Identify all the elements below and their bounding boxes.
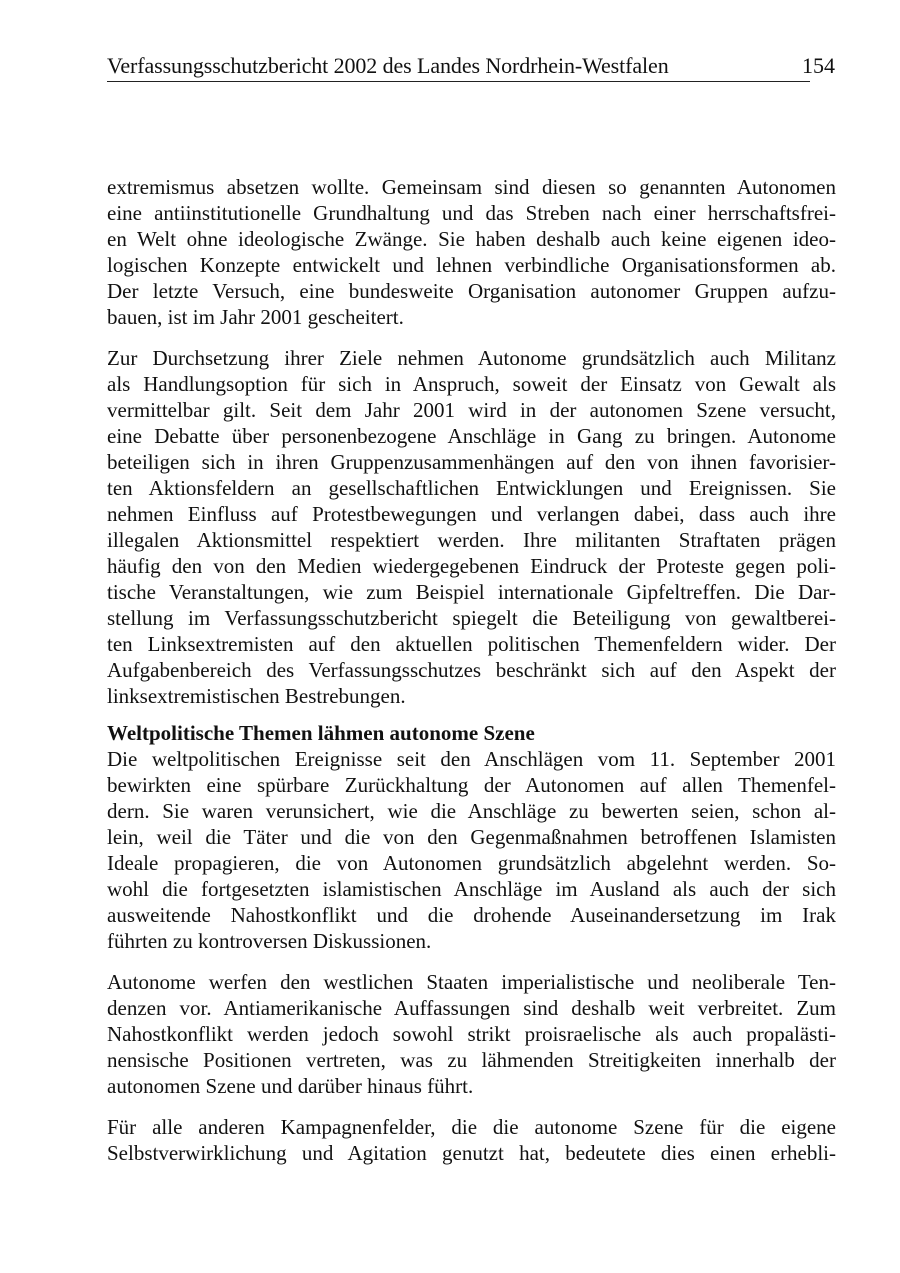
text-line: illegalen Aktionsmittel respektiert werden. Ihre militanten Straftaten prägen xyxy=(107,528,836,552)
text-line: vermittelbar gilt. Seit dem Jahr 2001 wird in der autonomen Szene versucht, xyxy=(107,398,836,422)
text-line: häufig den von den Medien wiedergegebenen Eindruck der Proteste gegen poli- xyxy=(107,554,836,578)
text-line: en Welt ohne ideologische Zwänge. Sie haben deshalb auch keine eigenen ideo- xyxy=(107,227,836,251)
text-line: als Handlungsoption für sich in Anspruch, soweit der Einsatz von Gewalt als xyxy=(107,372,836,396)
running-header xyxy=(107,50,835,82)
text-line: führten zu kontroversen Diskussionen. xyxy=(107,929,432,953)
text-line: eine Debatte über personenbezogene Anschläge in Gang zu bringen. Autonome xyxy=(107,424,836,448)
text-line: ten Linksextremisten auf den aktuellen politischen Themenfeldern wider. Der xyxy=(107,632,836,656)
text-line: tische Veranstaltungen, wie zum Beispiel internationale Gipfeltreffen. Die Dar- xyxy=(107,580,836,604)
text-line: dern. Sie waren verunsichert, wie die Anschläge zu bewerten seien, schon al- xyxy=(107,799,836,823)
paragraph-4 xyxy=(107,969,836,1099)
text-line: Die weltpolitischen Ereignisse seit den Anschlägen vom 11. September 2001 xyxy=(107,747,836,771)
text-line: ausweitende Nahostkonflikt und die drohende Auseinandersetzung im Irak xyxy=(107,903,836,927)
text-line: Nahostkonflikt werden jedoch sowohl strikt proisraelische als auch propalästi- xyxy=(107,1022,836,1046)
body-text xyxy=(107,174,836,1166)
text-line: Für alle anderen Kampagnenfelder, die die autonome Szene für die eigene xyxy=(107,1115,836,1139)
text-line: lein, weil die Täter und die von den Gegenmaßnahmen betroffenen Islamisten xyxy=(107,825,836,849)
text-line: logischen Konzepte entwickelt und lehnen verbindliche Organisationsformen ab. xyxy=(107,253,836,277)
text-line: Der letzte Versuch, eine bundesweite Organisation autonomer Gruppen aufzu- xyxy=(107,279,836,303)
text-line: eine antiinstitutionelle Grundhaltung und das Streben nach einer herrschaftsfrei- xyxy=(107,201,836,225)
header-title: Verfassungsschutzbericht 2002 des Landes Nordrhein-Westfalen xyxy=(107,53,669,78)
text-line: Selbstverwirklichung und Agitation genutzt hat, bedeutete dies einen erhebli- xyxy=(107,1141,836,1165)
section-weltpolitische-themen xyxy=(107,720,836,954)
text-line: bewirkten eine spürbare Zurückhaltung der Autonomen auf allen Themenfel- xyxy=(107,773,836,797)
text-line: wohl die fortgesetzten islamistischen Anschläge im Ausland als auch der sich xyxy=(107,877,836,901)
text-line: ten Aktionsfeldern an gesellschaftlichen Entwicklungen und Ereignissen. Sie xyxy=(107,476,836,500)
text-line: nensische Positionen vertreten, was zu lähmenden Streitigkeiten innerhalb der xyxy=(107,1048,836,1072)
paragraph-1 xyxy=(107,174,836,330)
text-line: bauen, ist im Jahr 2001 gescheitert. xyxy=(107,305,404,329)
text-line: stellung im Verfassungsschutzbericht spiegelt die Beteiligung von gewaltberei- xyxy=(107,606,836,630)
text-line: extremismus absetzen wollte. Gemeinsam sind diesen so genannten Autonomen xyxy=(107,175,836,199)
text-line: Ideale propagieren, die von Autonomen grundsätzlich abgelehnt werden. So- xyxy=(107,851,836,875)
page-number: 154 xyxy=(802,53,835,78)
text-line: Aufgabenbereich des Verfassungsschutzes beschränkt sich auf den Aspekt der xyxy=(107,658,836,682)
text-line: Autonome werfen den westlichen Staaten imperialistische und neoliberale Ten- xyxy=(107,970,836,994)
paragraph-5 xyxy=(107,1114,836,1166)
text-line: autonomen Szene und darüber hinaus führt. xyxy=(107,1074,474,1098)
text-line: linksextremistischen Bestrebungen. xyxy=(107,684,406,708)
text-line: Zur Durchsetzung ihrer Ziele nehmen Autonome grundsätzlich auch Militanz xyxy=(107,346,836,370)
section-heading: Weltpolitische Themen lähmen autonome Szene xyxy=(107,721,535,745)
text-line: beteiligen sich in ihren Gruppenzusammenhängen auf den von ihnen favorisier- xyxy=(107,450,836,474)
text-line: denzen vor. Antiamerikanische Auffassungen sind deshalb weit verbreitet. Zum xyxy=(107,996,836,1020)
paragraph-2 xyxy=(107,345,836,709)
text-line: nehmen Einfluss auf Protestbewegungen und verlangen dabei, dass auch ihre xyxy=(107,502,836,526)
